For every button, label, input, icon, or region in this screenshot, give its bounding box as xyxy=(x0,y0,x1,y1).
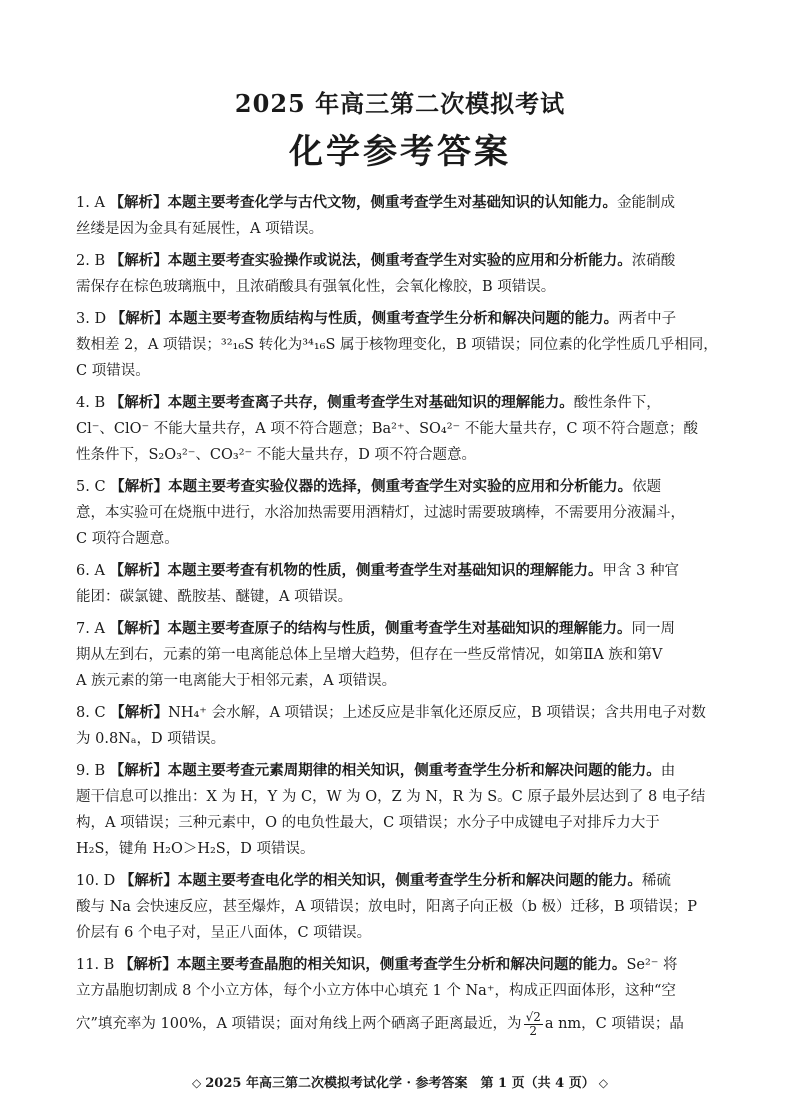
analysis-label: 【解析】本题主要考查离子共存，侧重考查学生对基础知识的理解能力。 xyxy=(109,394,574,411)
answer-line xyxy=(76,584,726,610)
answer-item xyxy=(76,190,726,242)
diamond-left-icon: ◇ xyxy=(192,1076,202,1090)
exam-title: 2025 年高三第二次模拟考试 xyxy=(234,89,566,118)
answer-text: 稀硫 xyxy=(641,873,671,889)
answer-line xyxy=(76,810,726,836)
analysis-label: 【解析】本题主要考查电化学的相关知识，侧重考查学生分析和解决问题的能力。 xyxy=(119,872,642,889)
answer-text: 需保存在棕色玻璃瓶中，且浓硝酸具有强氧化性，会氧化橡胶，B 项错误。 xyxy=(76,279,556,295)
answer-line xyxy=(76,758,726,784)
answer-text: 价层有 6 个电子对，呈正八面体，C 项错误。 xyxy=(76,925,372,941)
answer-item xyxy=(76,868,726,946)
answer-line xyxy=(76,784,726,810)
answer-line xyxy=(76,390,726,416)
answer-line xyxy=(76,526,726,552)
answer-line xyxy=(76,1004,726,1044)
answer-text: a nm，C 项错误；晶 xyxy=(544,1016,684,1032)
answer-number: 6. A xyxy=(76,563,105,579)
analysis-label: 【解析】本题主要考查化学与古代文物，侧重考查学生对基础知识的认知能力。 xyxy=(109,194,618,211)
analysis-label: 【解析】 xyxy=(110,704,169,721)
answer-text: 穴”填充率为 100%，A 项错误；面对角线上两个硒离子距离最近，为 xyxy=(76,1016,522,1032)
answer-line xyxy=(76,978,726,1004)
fraction xyxy=(524,1011,543,1038)
answer-line xyxy=(76,726,726,752)
answer-text: 意，本实验可在烧瓶中进行，水浴加热需要用酒精灯，过滤时需要玻璃棒，不需要用分液漏斗， xyxy=(76,505,685,521)
fraction-numerator: √2 xyxy=(525,1009,541,1024)
answer-number: 1. A xyxy=(76,195,105,211)
answer-line xyxy=(76,306,726,332)
answer-number: 10. D xyxy=(76,873,116,889)
answer-text: 酸性条件下， xyxy=(573,395,661,411)
answer-line xyxy=(76,416,726,442)
analysis-label: 【解析】本题主要考查实验操作或说法，侧重考查学生对实验的应用和分析能力。 xyxy=(109,252,632,269)
answer-item xyxy=(76,474,726,552)
answer-item xyxy=(76,558,726,610)
answer-line xyxy=(76,474,726,500)
answer-line xyxy=(76,442,726,468)
answer-item xyxy=(76,390,726,468)
answer-line xyxy=(76,248,726,274)
analysis-label: 【解析】本题主要考查有机物的性质，侧重考查学生对基础知识的理解能力。 xyxy=(109,562,603,579)
answer-text: 依题 xyxy=(632,479,662,495)
answer-line xyxy=(76,642,726,668)
answer-text: 能团：碳氯键、酰胺基、醚键，A 项错误。 xyxy=(76,589,353,605)
answer-line xyxy=(76,952,726,978)
answer-text: A 族元素的第一电离能大于相邻元素，A 项错误。 xyxy=(76,673,397,689)
answer-number: 11. B xyxy=(76,957,115,973)
answer-line xyxy=(76,358,726,384)
answer-line xyxy=(76,558,726,584)
analysis-label: 【解析】本题主要考查元素周期律的相关知识，侧重考查学生分析和解决问题的能力。 xyxy=(109,762,661,779)
answer-text: Cl⁻、ClO⁻ 不能大量共存，A 项不符合题意；Ba²⁺、SO₄²⁻ 不能大量共存，C 项不符合题意；酸 xyxy=(76,421,699,437)
answer-line xyxy=(76,216,726,242)
analysis-label: 【解析】本题主要考查物质结构与性质，侧重考查学生分析和解决问题的能力。 xyxy=(110,310,619,327)
answer-text: 同一周 xyxy=(631,621,676,637)
answer-line xyxy=(76,668,726,694)
answer-text: 构，A 项错误；三种元素中，O 的电负性最大，C 项错误；水分子中成键电子对排斥力大于 xyxy=(76,815,660,831)
answer-number: 5. C xyxy=(76,479,106,495)
answer-line xyxy=(76,616,726,642)
answer-line xyxy=(76,332,726,358)
answer-line xyxy=(76,920,726,946)
answer-line xyxy=(76,190,726,216)
answer-number: 2. B xyxy=(76,253,106,269)
footer-text: 2025 年高三第二次模拟考试化学 · 参考答案 第 1 页（共 4 页） xyxy=(205,1076,595,1091)
answer-line xyxy=(76,500,726,526)
answer-item xyxy=(76,248,726,300)
answer-line xyxy=(76,836,726,862)
answer-text: 浓硝酸 xyxy=(631,253,676,269)
answer-text: Se²⁻ 将 xyxy=(626,957,678,973)
document-title: 化学参考答案 xyxy=(289,132,511,172)
answer-line xyxy=(76,894,726,920)
answer-item xyxy=(76,952,726,1044)
page-footer xyxy=(0,1072,800,1091)
answer-text: 题干信息可以推出：X 为 H，Y 为 C，W 为 O，Z 为 N，R 为 S。C 原子最外层达到了 8 电子结 xyxy=(76,789,706,805)
answer-item xyxy=(76,700,726,752)
answer-number: 4. B xyxy=(76,395,106,411)
answer-text: 性条件下，S₂O₃²⁻、CO₃²⁻ 不能大量共存，D 项不符合题意。 xyxy=(76,447,477,463)
answer-text: H₂S，键角 H₂O＞H₂S，D 项错误。 xyxy=(76,841,315,857)
answer-item xyxy=(76,758,726,862)
answer-text: 丝缕是因为金具有延展性，A 项错误。 xyxy=(76,221,324,237)
analysis-label: 【解析】本题主要考查实验仪器的选择，侧重考查学生对实验的应用和分析能力。 xyxy=(110,478,633,495)
answer-text: C 项错误。 xyxy=(76,363,150,379)
answer-number: 7. A xyxy=(76,621,105,637)
answer-text: 立方晶胞切割成 8 个小立方体，每个小立方体中心填充 1 个 Na⁺，构成正四面体形，这种“空 xyxy=(76,983,676,999)
answer-text: 甲含 3 种官 xyxy=(602,563,679,579)
answer-number: 9. B xyxy=(76,763,106,779)
answer-text: C 项符合题意。 xyxy=(76,531,179,547)
answer-text: 为 0.8Nₐ，D 项错误。 xyxy=(76,731,226,747)
diamond-right-icon: ◇ xyxy=(598,1076,608,1090)
answer-text: 金能制成 xyxy=(617,195,676,211)
analysis-label: 【解析】本题主要考查原子的结构与性质，侧重考查学生对基础知识的理解能力。 xyxy=(109,620,632,637)
answer-text: NH₄⁺ 会水解，A 项错误；上述反应是非氧化还原反应，B 项错误；含共用电子对数 xyxy=(168,705,706,721)
answer-text: 由 xyxy=(660,763,676,779)
answer-text: 酸与 Na 会快速反应，甚至爆炸，A 项错误；放电时，阳离子向正极（b 极）迁移，B 项错误；P xyxy=(76,899,698,915)
answer-text: 期从左到右，元素的第一电离能总体上呈增大趋势，但存在一些反常情况，如第ⅡA 族和第Ⅴ xyxy=(76,647,663,663)
answer-line xyxy=(76,700,726,726)
answer-text: 数相差 2，A 项错误；³²₁₆S 转化为³⁴₁₆S 属于核物理变化，B 项错误；同位素的化学性质几乎相同， xyxy=(76,337,718,353)
answer-line xyxy=(76,274,726,300)
fraction-denominator: 2 xyxy=(529,1023,538,1038)
answer-item xyxy=(76,616,726,694)
answer-item xyxy=(76,306,726,384)
analysis-label: 【解析】本题主要考查晶胞的相关知识，侧重考查学生分析和解决问题的能力。 xyxy=(118,956,627,973)
answer-line xyxy=(76,868,726,894)
answer-number: 8. C xyxy=(76,705,106,721)
answer-text: 两者中子 xyxy=(618,311,677,327)
answer-list xyxy=(76,190,726,1050)
answer-number: 3. D xyxy=(76,311,107,327)
